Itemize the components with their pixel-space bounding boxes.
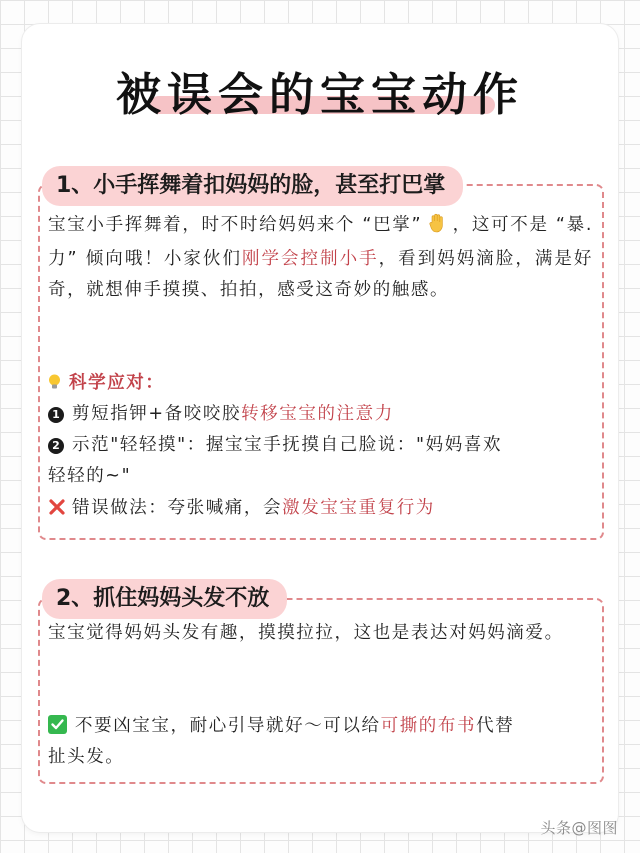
tip2-line2: 轻轻的~" bbox=[48, 466, 132, 486]
section2-tip-highlight: 可撕的布书 bbox=[380, 716, 477, 736]
tips-title-line bbox=[48, 368, 596, 399]
lightbulb-icon bbox=[48, 370, 61, 386]
section1-para-highlight: 刚学会控制小手 bbox=[241, 249, 379, 269]
section1-para-c: ，看到妈妈滴脸，满是好奇，就想伸手摸摸、拍拍，感受这奇妙的触感。 bbox=[48, 249, 593, 300]
tip2-text: 示范"轻轻摸"：握宝宝手抚摸自己脸说："妈妈喜欢 bbox=[72, 435, 503, 455]
section1-para-b: ，这可不是 “暴.力” 倾向哦！小家伙们 bbox=[48, 215, 594, 269]
page-title: 被误会的宝宝动作 bbox=[115, 68, 524, 121]
watermark: 头条@图图 bbox=[540, 819, 618, 837]
section2-heading: 2、抓住妈妈头发不放 bbox=[42, 579, 287, 619]
wrong-practice-text: 错误做法：夸张喊痛，会 bbox=[72, 498, 283, 518]
section1-para-a: 宝宝小手挥舞着，时不时给妈妈来个 “巴掌” bbox=[48, 215, 423, 235]
tip2-line1 bbox=[48, 430, 596, 461]
title-container bbox=[0, 58, 640, 123]
section2-tip-text-a: 不要凶宝宝，耐心引导就好～可以给 bbox=[75, 716, 381, 736]
wrong-practice-line bbox=[48, 493, 596, 524]
wrong-practice-highlight: 激发宝宝重复行为 bbox=[282, 498, 435, 518]
tip1-text: 剪短指钾+备咬咬胶 bbox=[72, 404, 242, 424]
section2-paragraph: 宝宝觉得妈妈头发有趣，摸摸拉拉，这也是表达对妈妈滴爱。 bbox=[48, 623, 564, 643]
tip1-highlight: 转移宝宝的注意力 bbox=[241, 404, 394, 424]
number-1-icon: 1 bbox=[48, 407, 64, 423]
number-2-icon: 2 bbox=[48, 438, 64, 454]
hand-icon bbox=[429, 213, 445, 244]
tips-title: 科学应对： bbox=[69, 373, 165, 393]
check-mark-icon bbox=[48, 715, 67, 734]
cross-mark-icon bbox=[48, 496, 66, 514]
section2-tip-text-b: 代替 bbox=[476, 716, 515, 736]
section1-heading: 1、小手挥舞着扣妈妈的脸，甚至打巴掌 bbox=[42, 166, 463, 206]
section1-paragraph bbox=[48, 210, 593, 306]
tip1-line bbox=[48, 399, 596, 430]
section2-tip-line1 bbox=[48, 711, 596, 742]
section2-tip-line2: 扯头发。 bbox=[48, 747, 125, 767]
